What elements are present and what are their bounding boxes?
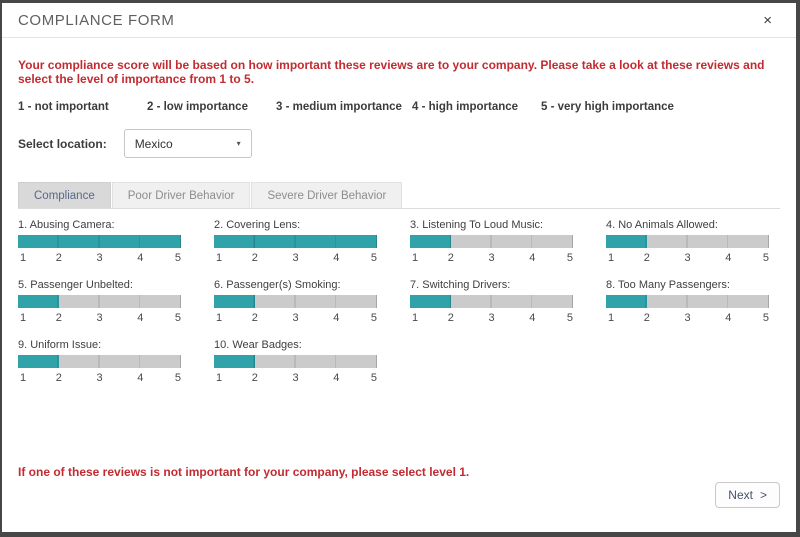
legend-item: 1 - not important bbox=[18, 101, 109, 113]
legend-item: 2 - low importance bbox=[147, 101, 248, 113]
slider-tickmarks bbox=[18, 235, 181, 248]
tick-label: 4 bbox=[333, 252, 340, 264]
chevron-right-icon: > bbox=[759, 488, 767, 502]
tick-label: 5 bbox=[174, 252, 181, 264]
importance-slider[interactable] bbox=[214, 235, 377, 248]
tick-label: 3 bbox=[488, 252, 495, 264]
tick-label: 1 bbox=[608, 312, 615, 324]
dialog-title: COMPLIANCE FORM bbox=[18, 12, 175, 29]
tick-label: 3 bbox=[488, 312, 495, 324]
tick-label: 2 bbox=[643, 312, 650, 324]
bottom-note: If one of these reviews is not important for your company, please select level 1. bbox=[18, 465, 470, 479]
slider-label: 1. Abusing Camera: bbox=[18, 219, 115, 231]
tick-label: 2 bbox=[55, 372, 62, 384]
importance-legend bbox=[18, 101, 780, 113]
tick-label: 2 bbox=[55, 252, 62, 264]
slider-tick-labels bbox=[214, 252, 377, 266]
slider-label: 10. Wear Badges: bbox=[214, 339, 302, 351]
slider-tick-labels bbox=[18, 312, 181, 326]
slider-tick-labels bbox=[214, 372, 377, 386]
legend-item: 3 - medium importance bbox=[276, 101, 402, 113]
tick-label: 3 bbox=[292, 252, 299, 264]
legend-item: 5 - very high importance bbox=[541, 101, 674, 113]
tick-label: 3 bbox=[684, 252, 691, 264]
tab-severe-driver-behavior[interactable]: Severe Driver Behavior bbox=[251, 182, 402, 208]
tick-label: 1 bbox=[216, 312, 223, 324]
slider-tickmarks bbox=[214, 295, 377, 308]
tick-label: 1 bbox=[608, 252, 615, 264]
slider-cell bbox=[18, 337, 214, 397]
tick-label: 3 bbox=[96, 312, 103, 324]
location-selected-value: Mexico bbox=[134, 136, 173, 151]
slider-cell bbox=[214, 337, 410, 397]
tab-poor-driver-behavior[interactable]: Poor Driver Behavior bbox=[112, 182, 251, 208]
tick-label: 2 bbox=[447, 312, 454, 324]
slider-cell bbox=[410, 277, 606, 337]
location-dropdown[interactable] bbox=[124, 129, 252, 158]
importance-slider[interactable] bbox=[214, 295, 377, 308]
legend-item: 4 - high importance bbox=[412, 101, 519, 113]
tab-strip bbox=[18, 182, 780, 209]
slider-cell bbox=[18, 277, 214, 337]
tick-label: 2 bbox=[55, 312, 62, 324]
slider-tick-labels bbox=[410, 312, 573, 326]
tick-label: 2 bbox=[447, 252, 454, 264]
tick-label: 1 bbox=[412, 312, 419, 324]
importance-slider[interactable] bbox=[410, 295, 573, 308]
tick-label: 3 bbox=[96, 252, 103, 264]
slider-label: 7. Switching Drivers: bbox=[410, 279, 511, 291]
slider-tick-labels bbox=[18, 252, 181, 266]
tick-label: 1 bbox=[20, 372, 27, 384]
title-bar bbox=[2, 3, 796, 38]
tick-label: 3 bbox=[96, 372, 103, 384]
location-row bbox=[18, 129, 780, 158]
tick-label: 3 bbox=[292, 372, 299, 384]
slider-label: 8. Too Many Passengers: bbox=[606, 279, 730, 291]
slider-tickmarks bbox=[410, 235, 573, 248]
importance-slider[interactable] bbox=[18, 235, 181, 248]
importance-slider[interactable] bbox=[606, 295, 769, 308]
slider-tickmarks bbox=[606, 235, 769, 248]
tick-label: 2 bbox=[643, 252, 650, 264]
tick-label: 3 bbox=[292, 312, 299, 324]
slider-tickmarks bbox=[606, 295, 769, 308]
tick-label: 5 bbox=[566, 252, 573, 264]
slider-tickmarks bbox=[214, 235, 377, 248]
tick-label: 5 bbox=[370, 372, 377, 384]
tick-label: 2 bbox=[251, 372, 258, 384]
slider-label: 9. Uniform Issue: bbox=[18, 339, 102, 351]
tick-label: 1 bbox=[20, 312, 27, 324]
tick-label: 4 bbox=[137, 372, 144, 384]
close-icon[interactable]: × bbox=[759, 11, 776, 30]
slider-cell bbox=[410, 217, 606, 277]
footer bbox=[2, 482, 796, 508]
chevron-down-icon: ▾ bbox=[236, 139, 241, 148]
tick-label: 4 bbox=[137, 312, 144, 324]
slider-label: 5. Passenger Unbelted: bbox=[18, 279, 133, 291]
tick-label: 5 bbox=[370, 312, 377, 324]
slider-cell bbox=[214, 277, 410, 337]
tick-label: 4 bbox=[529, 252, 536, 264]
slider-cell bbox=[18, 217, 214, 277]
slider-tick-labels bbox=[606, 252, 769, 266]
slider-tickmarks bbox=[410, 295, 573, 308]
tick-label: 5 bbox=[174, 312, 181, 324]
slider-tick-labels bbox=[214, 312, 377, 326]
tick-label: 2 bbox=[251, 252, 258, 264]
location-label: Select location: bbox=[18, 136, 107, 151]
slider-label: 4. No Animals Allowed: bbox=[606, 219, 718, 231]
slider-cell bbox=[606, 217, 800, 277]
tick-label: 5 bbox=[174, 372, 181, 384]
tab-compliance[interactable]: Compliance bbox=[18, 182, 111, 208]
importance-slider[interactable] bbox=[606, 235, 769, 248]
tick-label: 5 bbox=[762, 252, 769, 264]
tick-label: 5 bbox=[762, 312, 769, 324]
slider-label: 2. Covering Lens: bbox=[214, 219, 301, 231]
slider-cell bbox=[214, 217, 410, 277]
importance-slider[interactable] bbox=[18, 355, 181, 368]
slider-tickmarks bbox=[18, 295, 181, 308]
tick-label: 1 bbox=[216, 372, 223, 384]
importance-slider[interactable] bbox=[214, 355, 377, 368]
tick-label: 2 bbox=[251, 312, 258, 324]
importance-slider[interactable] bbox=[18, 295, 181, 308]
slider-tick-labels bbox=[606, 312, 769, 326]
slider-tick-labels bbox=[18, 372, 181, 386]
tick-label: 4 bbox=[333, 372, 340, 384]
tick-label: 4 bbox=[333, 312, 340, 324]
sliders-grid bbox=[18, 217, 780, 397]
slider-tick-labels bbox=[410, 252, 573, 266]
tick-label: 4 bbox=[529, 312, 536, 324]
slider-tickmarks bbox=[214, 355, 377, 368]
tick-label: 5 bbox=[566, 312, 573, 324]
tick-label: 4 bbox=[725, 252, 732, 264]
importance-slider[interactable] bbox=[410, 235, 573, 248]
slider-label: 3. Listening To Loud Music: bbox=[410, 219, 544, 231]
tick-label: 1 bbox=[216, 252, 223, 264]
next-button-label: Next bbox=[728, 488, 753, 502]
tick-label: 1 bbox=[20, 252, 27, 264]
tick-label: 1 bbox=[412, 252, 419, 264]
tick-label: 4 bbox=[137, 252, 144, 264]
tick-label: 5 bbox=[370, 252, 377, 264]
slider-label: 6. Passenger(s) Smoking: bbox=[214, 279, 341, 291]
dialog-body bbox=[2, 58, 796, 479]
tick-label: 4 bbox=[725, 312, 732, 324]
slider-tickmarks bbox=[18, 355, 181, 368]
intro-text: Your compliance score will be based on how important these reviews are to your company. Please take a look at these reviews and select the level of importance from 1 to 5. bbox=[18, 58, 765, 86]
slider-cell bbox=[606, 277, 800, 337]
next-button[interactable] bbox=[715, 482, 780, 508]
tick-label: 3 bbox=[684, 312, 691, 324]
